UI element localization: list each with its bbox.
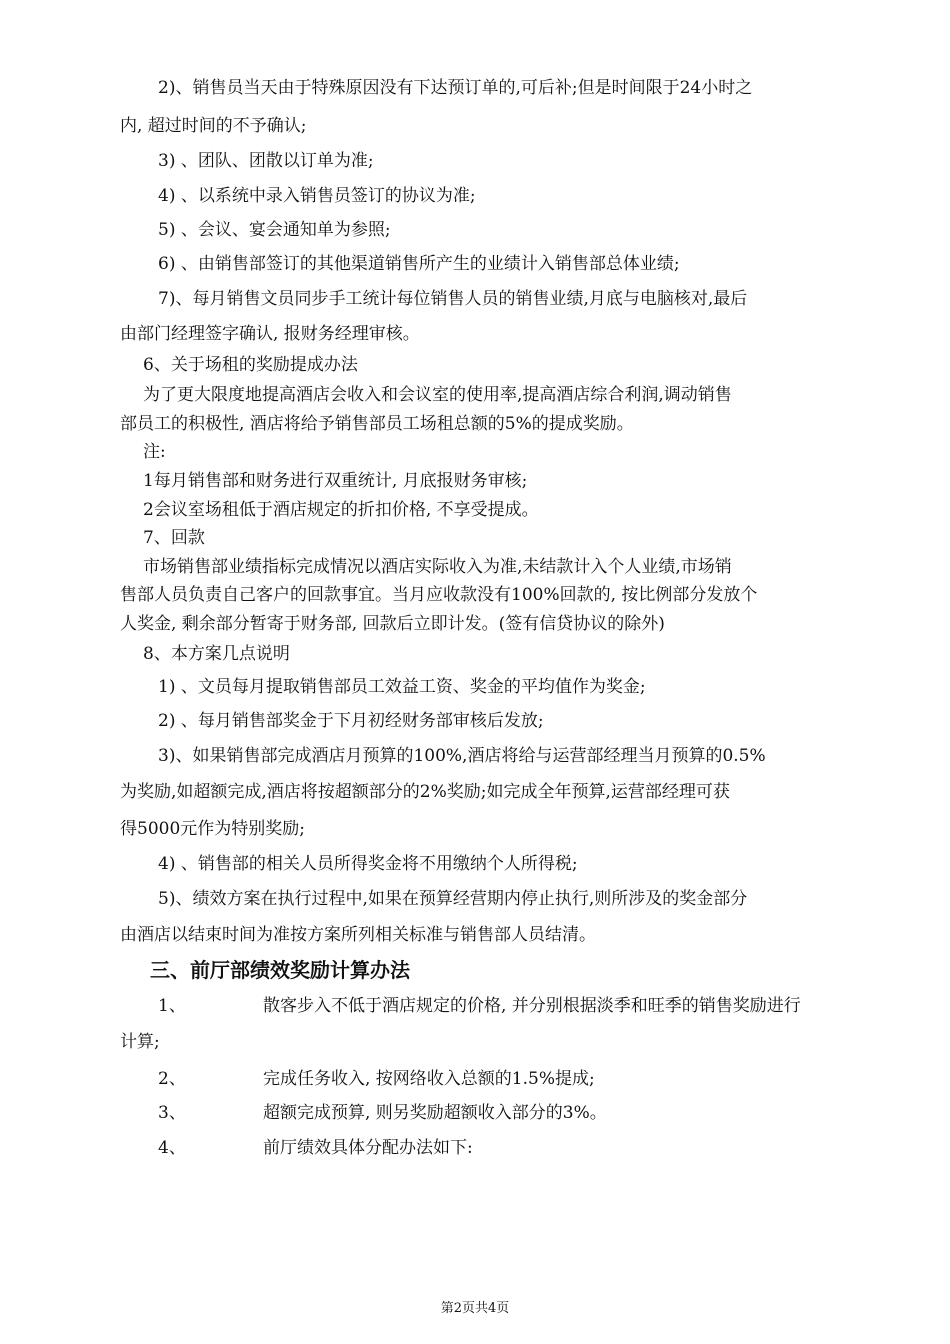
list-item [158,995,801,1017]
list-item-number: 4、 [158,1138,186,1158]
text-line: 市场销售部业绩指标完成情况以酒店实际收入为准,未结款计入个人业绩,市场销 [143,557,732,577]
section-title: 6、关于场租的奖励提成办法 [143,355,358,375]
text-line: 2) 、每月销售部奖金于下月初经财务部审核后发放; [158,711,544,731]
text-line: 1每月销售部和财务进行双重统计, 月底报财务审核; [143,471,528,491]
text-line: 4) 、销售部的相关人员所得奖金将不用缴纳个人所得税; [158,854,578,874]
text-line: 人奖金, 剩余部分暂寄于财务部, 回款后立即计发。(签有信贷协议的除外) [120,614,665,634]
text-line: 售部人员负责自己客户的回款事宜。当月应收款没有100%回款的, 按比例部分发放个 [120,585,758,605]
text-line: 5) 、会议、宴会通知单为参照; [158,220,391,240]
text-line: 部员工的积极性, 酒店将给予销售部员工场租总额的5%的提成奖励。 [120,414,634,434]
page-footer: 第2页共4页 [440,1301,510,1316]
list-item-text: 前厅绩效具体分配办法如下: [263,1138,473,1158]
text-line: 6) 、由销售部签订的其他渠道销售所产生的业绩计入销售部总体业绩; [158,254,680,274]
text-line: 2)、销售员当天由于特殊原因没有下达预订单的,可后补;但是时间限于24小时之 [158,78,753,98]
text-line: 为奖励,如超额完成,酒店将按超额部分的2%奖励;如完成全年预算,运营部经理可获 [120,782,730,802]
text-line: 内, 超过时间的不予确认; [120,116,307,136]
text-line: 5)、绩效方案在执行过程中,如果在预算经营期内停止执行,则所涉及的奖金部分 [158,889,748,909]
list-item-text: 超额完成预算, 则另奖励超额收入部分的3%。 [263,1103,607,1123]
list-item [158,1137,473,1159]
list-item [158,1102,607,1124]
text-line: 1) 、文员每月提取销售部员工效益工资、奖金的平均值作为奖金; [158,677,646,697]
list-item-number: 2、 [158,1069,186,1089]
list-item [158,1068,595,1090]
text-line: 3)、如果销售部完成酒店月预算的100%,酒店将给与运营部经理当月预算的0.5% [158,746,766,766]
list-item-text: 完成任务收入, 按网络收入总额的1.5%提成; [263,1069,595,1089]
list-item-number: 1、 [158,996,186,1016]
text-line: 7)、每月销售文员同步手工统计每位销售人员的销售业绩,月底与电脑核对,最后 [158,289,748,309]
text-line: 为了更大限度地提高酒店会收入和会议室的使用率,提高酒店综合利润,调动销售 [143,385,732,405]
section-title: 8、本方案几点说明 [143,644,290,664]
text-line: 由部门经理签字确认, 报财务经理审核。 [120,324,420,344]
text-line: 计算; [120,1032,160,1052]
text-line: 由酒店以结束时间为准按方案所列相关标准与销售部人员结清。 [120,925,596,945]
section-heading: 三、前厅部绩效奖励计算办法 [150,958,410,982]
text-line: 2会议室场租低于酒店规定的折扣价格, 不享受提成。 [143,500,539,520]
text-line: 3) 、团队、团散以订单为准; [158,151,374,171]
text-line: 得5000元作为特别奖励; [120,819,305,839]
text-line: 注: [143,442,166,462]
list-item-text: 散客步入不低于酒店规定的价格, 并分别根据淡季和旺季的销售奖励进行 [263,996,801,1016]
section-title: 7、回款 [143,528,205,548]
list-item-number: 3、 [158,1103,186,1123]
text-line: 4) 、以系统中录入销售员签订的协议为准; [158,186,476,206]
